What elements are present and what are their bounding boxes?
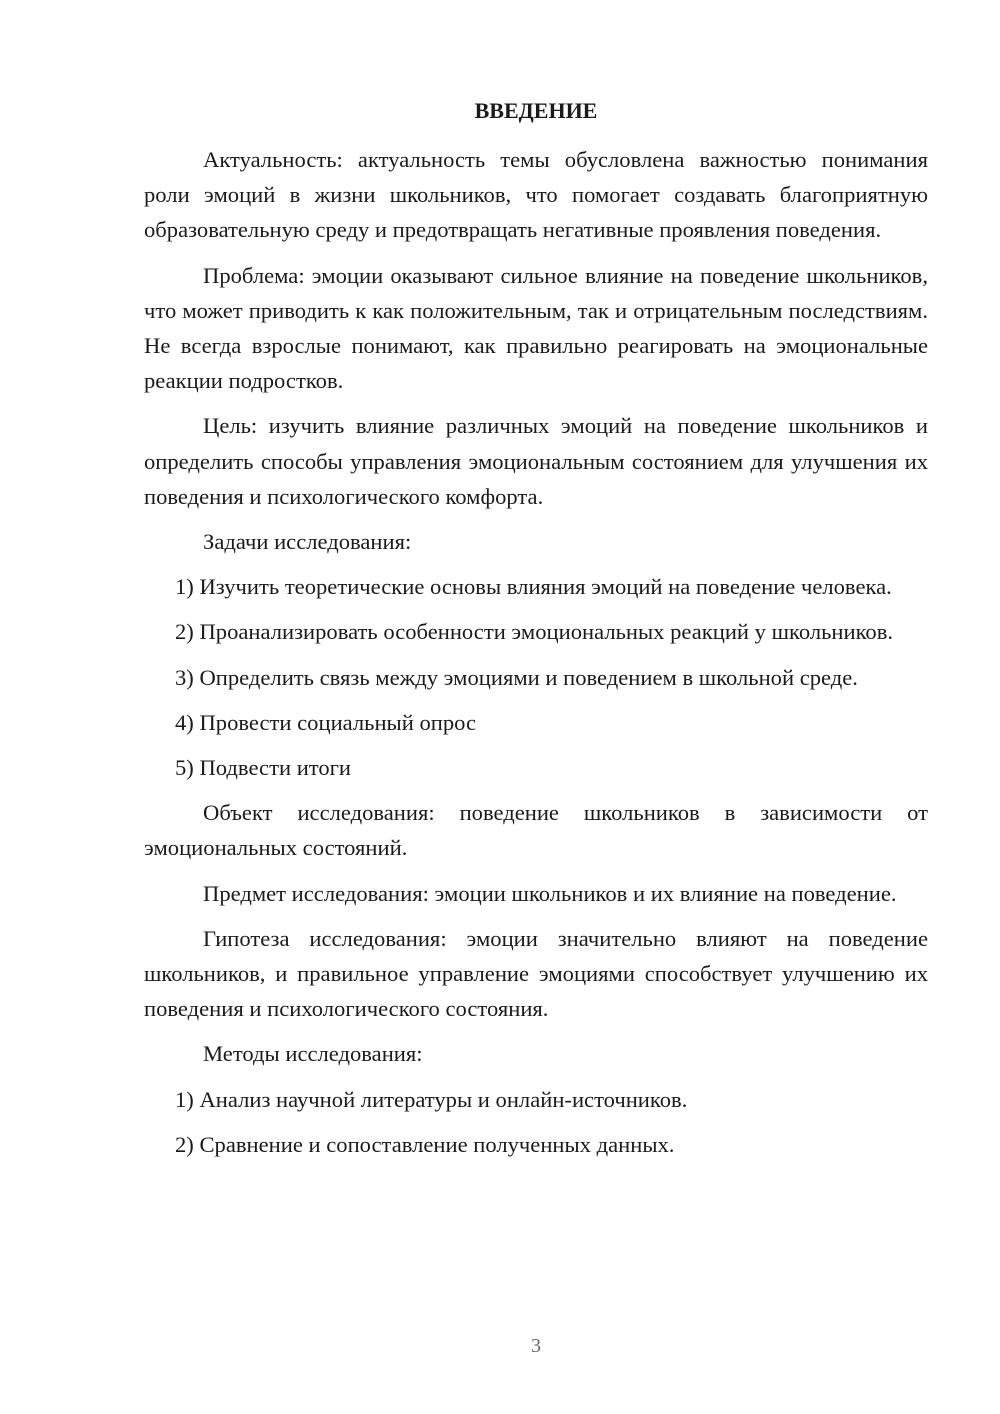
- method-item-1: 1) Анализ научной литературы и онлайн-источников.: [175, 1086, 688, 1112]
- body-text: [144, 142, 928, 1172]
- paragraph-tasks-heading: Задачи исследования:: [203, 529, 412, 555]
- paragraph-problem: Проблема: эмоции оказывают сильное влияние на поведение школьников, что может приводить к как положительным, так и отрицательным последствиям. Не всегда взрослые понимают, как правильно реагировать на эмоциональные реакции подростков.: [144, 262, 928, 394]
- task-item-3: 3) Определить связь между эмоциями и поведением в школьной среде.: [175, 664, 858, 690]
- task-item-2: 2) Проанализировать особенности эмоциональных реакций у школьников.: [175, 619, 894, 645]
- task-item-5: 5) Подвести итоги: [175, 755, 352, 781]
- page-number: 3: [531, 1335, 541, 1357]
- method-item-2: 2) Сравнение и сопоставление полученных данных.: [175, 1131, 675, 1157]
- paragraph-subject: Предмет исследования: эмоции школьников и их влияние на поведение.: [203, 880, 897, 906]
- task-item-1: 1) Изучить теоретические основы влияния эмоций на поведение человека.: [175, 574, 892, 600]
- paragraph-hypothesis: Гипотеза исследования: эмоции значительно влияют на поведение школьников, и правильное управление эмоциями способствует улучшению их поведения и психологического состояния.: [144, 925, 928, 1022]
- paragraph-goal: Цель: изучить влияние различных эмоций на поведение школьников и определить способы управления эмоциональным состоянием для улучшения их поведения и психологического комфорта.: [144, 413, 928, 509]
- paragraph-methods-heading: Методы исследования:: [203, 1041, 423, 1067]
- page-title: ВВЕДЕНИЕ: [474, 98, 598, 123]
- paragraph-relevance: Актуальность: актуальность темы обусловлена важностью понимания роли эмоций в жизни школьников, что помогает создавать благоприятную образовательную среду и предотвращать негативные проявления поведения.: [144, 147, 928, 243]
- task-item-4: 4) Провести социальный опрос: [175, 709, 477, 735]
- paragraph-object: Объект исследования: поведение школьников в зависимости от эмоциональных состояний.: [144, 800, 928, 861]
